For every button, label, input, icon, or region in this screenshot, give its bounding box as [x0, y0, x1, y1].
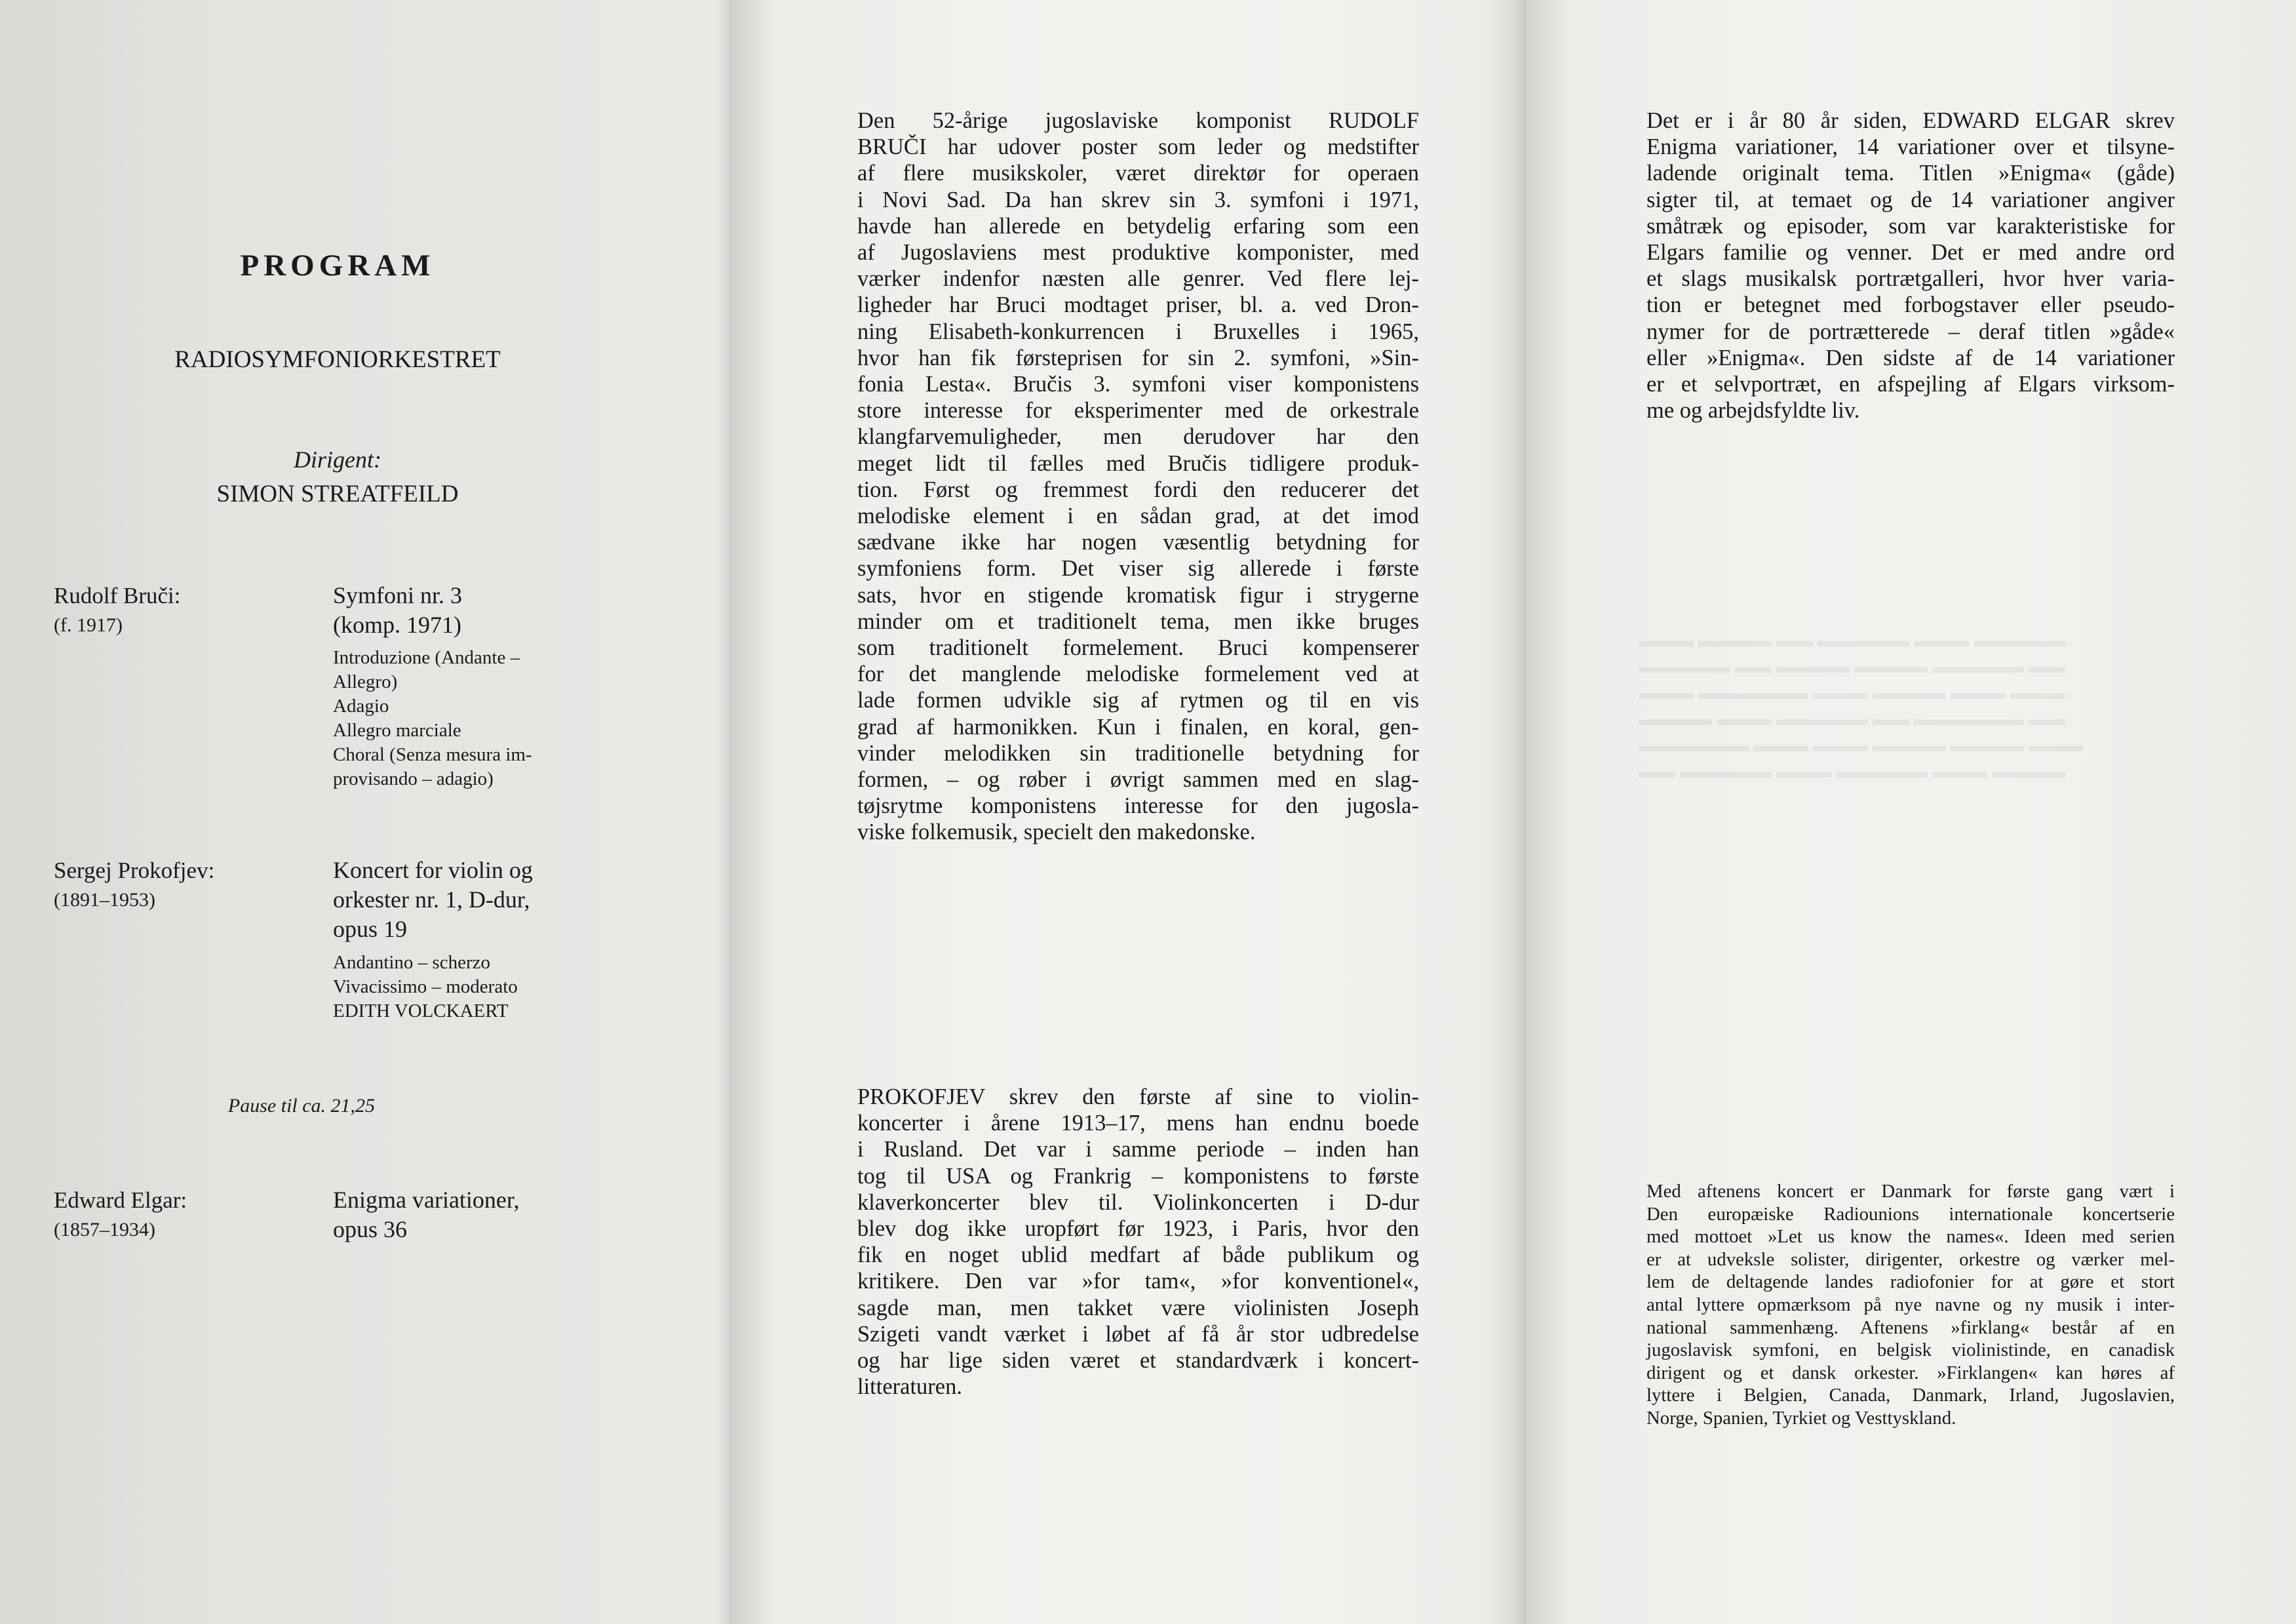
text-line: af Jugoslaviens mest produktive komponister, med — [857, 240, 1419, 266]
text-line: ladende originalt tema. Titlen »Enigma« (gåde) — [1646, 161, 2175, 186]
text-line: national sammenhæng. Aftenens »firklang« består af en — [1646, 1317, 2175, 1338]
reverse-side-bleed: ▬▬▬▬▬ ▬▬ ▬▬▬▬ ▬▬▬▬ ▬▬▬▬▬ ▬▬ — [1639, 657, 2065, 677]
text-line: dirigent og et dansk orkester. »Firklangen« kan høres af — [1646, 1362, 2175, 1383]
text-line: vinder melodikken sin traditionelle betydning for — [857, 740, 1419, 766]
movement-list — [333, 646, 532, 791]
work-title-line: orkester nr. 1, D-dur, — [333, 886, 530, 913]
text-line: ligheder har Bruci modtaget priser, bl. a. ved Dron- — [857, 292, 1419, 318]
text-line: er at udveksle solister, dirigenter, orkestre og værker mel- — [1646, 1248, 2175, 1270]
reverse-side-bleed: ▬▬▬▬▬▬ ▬▬▬ ▬▬▬ ▬▬▬▬ ▬▬▬▬ ▬▬▬ — [1639, 736, 2084, 756]
work-title — [333, 856, 533, 944]
composer-dates: (f. 1917) — [54, 614, 123, 636]
text-line: eller »Enigma«. Den sidste af de 14 variationer — [1646, 345, 2175, 370]
text-line: lem de deltagende landes radiofonier for at gøre et stort — [1646, 1271, 2175, 1293]
text-line: i Rusland. Det var i samme periode – inden han — [857, 1137, 1419, 1162]
text-line: i Novi Sad. Da han skrev sin 3. symfoni i 1971, — [857, 187, 1419, 212]
reverse-side-bleed: ▬▬▬ ▬▬▬▬▬▬ ▬▬▬ ▬▬▬▬ ▬▬▬ ▬▬▬ — [1639, 683, 2065, 703]
movement: Vivacissimo – moderato — [333, 976, 518, 997]
text-line: tion er betegnet med forbogstaver eller pseudo- — [1646, 292, 2175, 318]
text-line: Norge, Spanien, Tyrkiet og Vesttyskland. — [1646, 1407, 1956, 1429]
text-line: fik en noget ublid medfart af både publikum og — [857, 1242, 1419, 1268]
text-line: sagde man, men takket være violinisten Joseph — [857, 1295, 1419, 1320]
text-line: koncerter i årene 1913–17, mens han endnu boede — [857, 1111, 1419, 1136]
text-line: lyttere i Belgien, Canada, Danmark, Irland, Jugoslavien, — [1646, 1385, 2175, 1406]
text-line: meget lidt til fælles med Bručis tidligere produk- — [857, 450, 1419, 476]
text-line: melodiske element i en sådan grad, at det imod — [857, 504, 1419, 529]
text-line: klaverkoncerter blev til. Violinkoncerten i D-dur — [857, 1189, 1419, 1215]
text-line: viske folkemusik, specielt den makedonske. — [857, 820, 1256, 845]
work-title-line: (komp. 1971) — [333, 612, 461, 638]
text-line: et slags musikalsk portrætgalleri, hvor hver varia- — [1646, 266, 2175, 292]
elgar-program-note — [1646, 108, 2175, 424]
work-title-line: Enigma variationer, — [333, 1187, 520, 1213]
text-line: som traditionelt formelement. Bruci kompenserer — [857, 635, 1419, 661]
text-line: Enigma variationer, 14 variationer over et tilsyne- — [1646, 134, 2175, 160]
text-line: nymer for de portrætterede – deraf titlen »gåde« — [1646, 319, 2175, 344]
text-line: tog til USA og Frankrig – komponistens to første — [857, 1163, 1419, 1189]
text-line: kritikere. Den var »for tam«, »for konventionel«, — [857, 1269, 1419, 1294]
bruci-program-note — [857, 108, 1419, 846]
composer-dates: (1857–1934) — [54, 1219, 155, 1240]
text-line: småtræk og episoder, som var karakteristiske for — [1646, 213, 2175, 239]
text-line: jugoslavisk symfoni, en belgisk violinistinde, en canadisk — [1646, 1339, 2175, 1361]
work-title — [333, 1185, 519, 1244]
text-line: Szigeti vandt værket i løbet af få år stor udbredelse — [857, 1321, 1419, 1347]
text-line: sigter til, at temaet og de 14 variationer angiver — [1646, 187, 2175, 212]
text-line: blev dog ikke uropført før 1923, i Paris, hvor den — [857, 1216, 1419, 1242]
conductor-label: Dirigent: — [294, 446, 381, 473]
composer-name: Edward Elgar: — [54, 1187, 187, 1213]
text-line: antal lyttere opmærksom på nye navne og ny musik i inter- — [1646, 1294, 2175, 1315]
intermission-note: Pause til ca. 21,25 — [227, 1095, 376, 1117]
fold-shadow — [717, 0, 729, 1624]
text-line: litteraturen. — [857, 1374, 962, 1400]
text-line: Den 52-årige jugoslaviske komponist RUDOLF — [857, 108, 1419, 133]
text-line: grad af harmonikken. Kun i finalen, en koral, gen- — [857, 714, 1419, 740]
reverse-side-bleed: ▬▬▬ ▬▬▬▬ ▬▬ ▬▬▬▬▬ ▬▬▬ ▬▬▬▬▬ — [1639, 631, 2065, 651]
composer-name: Rudolf Bruči: — [54, 583, 181, 608]
orchestra-name: RADIOSYMFONIORKESTRET — [174, 346, 501, 373]
text-line: er et selvportræt, en afspejling af Elgars virksom- — [1646, 372, 2175, 397]
text-line: klangfarvemuligheder, men derudover har den — [857, 424, 1419, 450]
fold-shadow — [1514, 0, 1526, 1624]
text-line: med mottoet »Let us know the names«. Ideen med serien — [1646, 1226, 2175, 1248]
movement: Allegro marciale — [333, 720, 461, 741]
reverse-side-bleed: ▬▬ ▬▬▬▬▬ ▬▬▬ ▬▬▬▬▬ ▬▬▬ ▬▬▬▬ — [1639, 762, 2065, 782]
soloist-name: EDITH VOLCKAERT — [333, 1000, 509, 1021]
work-title — [333, 581, 462, 640]
movement: Choral (Senza mesura im- — [333, 744, 532, 765]
movement: Adagio — [333, 696, 389, 717]
text-line: ning Elisabeth-konkurrencen i Bruxelles i 1965, — [857, 319, 1419, 344]
euroradio-concert-note — [1646, 1180, 2175, 1430]
conductor-name: SIMON STREATFEILD — [216, 481, 459, 507]
work-title-line: opus 19 — [333, 916, 408, 942]
text-line: fonia Lesta«. Bručis 3. symfoni viser komponistens — [857, 372, 1419, 397]
text-line: sats, hvor en stigende kromatisk figur i strygerne — [857, 582, 1419, 608]
work-title-line: Koncert for violin og — [333, 857, 533, 883]
text-line: sædvane ikke har nogen væsentlig betydning for — [857, 530, 1419, 555]
program-heading: PROGRAM — [240, 248, 435, 283]
text-line: PROKOFJEV skrev den første af sine to violin- — [857, 1084, 1419, 1109]
program-panel — [0, 0, 729, 1624]
text-line: tion. Først og fremmest fordi den reducerer det — [857, 477, 1419, 502]
composer-entry — [54, 1185, 187, 1244]
work-title-line: Symfoni nr. 3 — [333, 582, 463, 608]
text-line: minder om et traditionelt tema, men ikke bruges — [857, 608, 1419, 634]
text-line: og har lige siden været et standardværk i koncert- — [857, 1348, 1419, 1374]
prokofjev-program-note — [857, 1084, 1419, 1400]
text-line: Elgars familie og venner. Det er med andre ord — [1646, 240, 2175, 266]
text-line: hvor han fik førsteprisen for sin 2. symfoni, »Sin- — [857, 345, 1419, 370]
reverse-side-bleed: ▬▬▬▬ ▬▬▬ ▬▬▬▬▬ ▬▬ ▬▬▬▬▬▬ ▬▬ — [1639, 709, 2065, 730]
text-line: Det er i år 80 år siden, EDWARD ELGAR skrev — [1646, 108, 2175, 133]
text-line: lade formen udvikle sig af rytmen og til en vis — [857, 688, 1419, 713]
text-line: havde han allerede en betydelig erfaring som een — [857, 213, 1419, 239]
text-line: Med aftenens koncert er Danmark for første gang vært i — [1646, 1181, 2175, 1202]
composer-dates: (1891–1953) — [54, 889, 155, 911]
movement: Allegro) — [333, 671, 398, 692]
text-line: store interesse for eksperimenter med de orkestrale — [857, 398, 1419, 424]
text-line: for det manglende melodiske formelement ved at — [857, 662, 1419, 687]
text-line: af flere musikskoler, været direktør for operaen — [857, 161, 1419, 186]
movement: provisando – adagio) — [333, 768, 494, 789]
text-line: BRUČI har udover poster som leder og medstifter — [857, 134, 1419, 160]
movement: Andantino – scherzo — [333, 952, 490, 973]
movement-list — [333, 951, 518, 1023]
work-title-line: opus 36 — [333, 1216, 408, 1242]
composer-entry — [54, 581, 180, 640]
text-line: formen, – og røber i øvrigt sammen med en slag- — [857, 767, 1419, 793]
text-line: værker indenfor næsten alle genrer. Ved flere lej- — [857, 266, 1419, 292]
text-line: Den europæiske Radiounions internationale koncertserie — [1646, 1203, 2175, 1225]
composer-name: Sergej Prokofjev: — [54, 858, 215, 883]
movement: Introduzione (Andante – — [333, 647, 520, 668]
text-line: me og arbejdsfyldte liv. — [1646, 398, 1860, 424]
text-line: tøjsrytme komponistens interesse for den jugosla- — [857, 793, 1419, 819]
composer-entry — [54, 856, 214, 915]
text-line: symfoniens form. Det viser sig allerede i første — [857, 556, 1419, 582]
